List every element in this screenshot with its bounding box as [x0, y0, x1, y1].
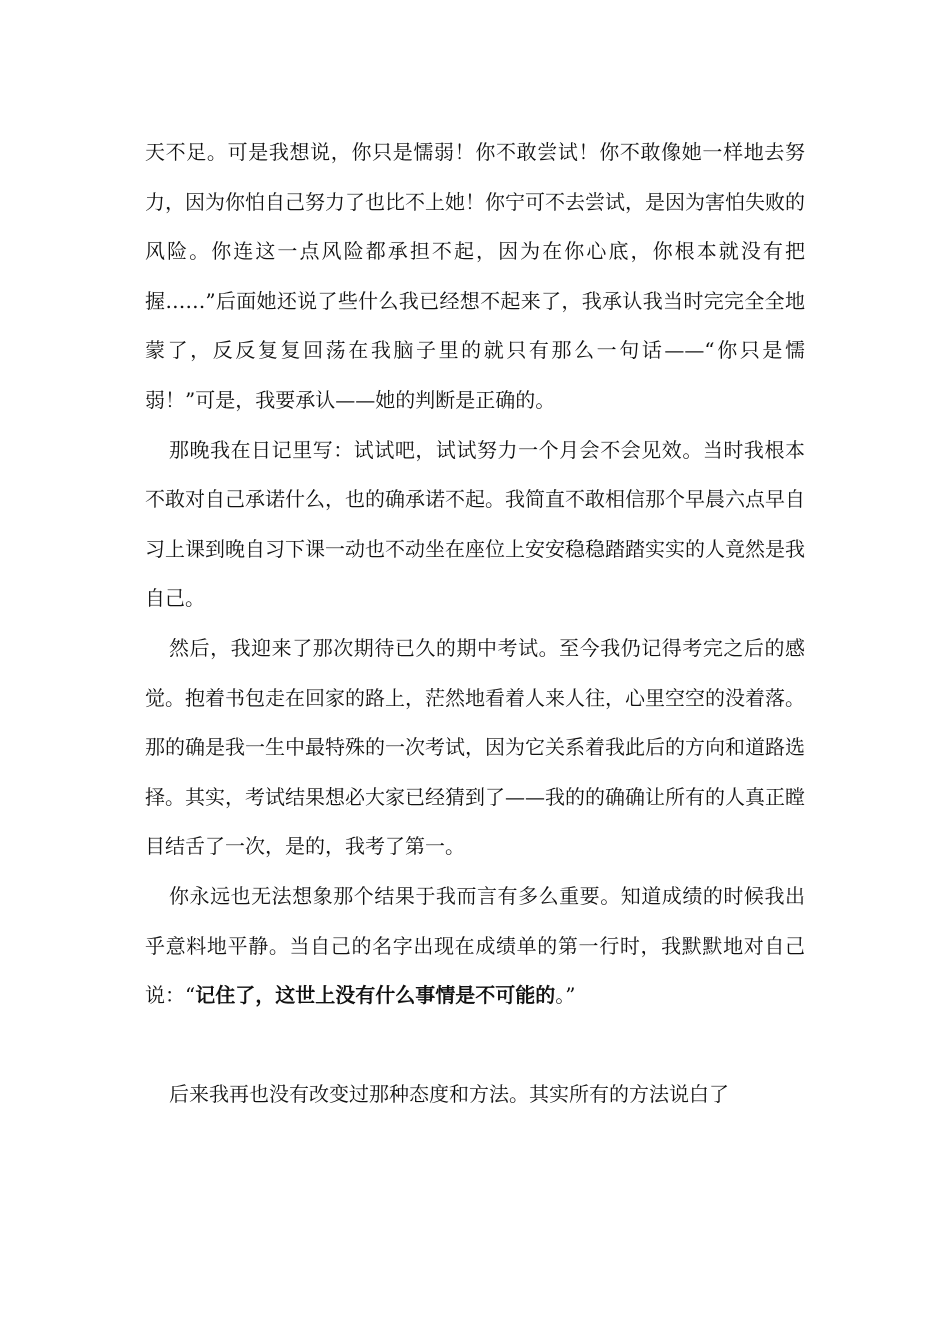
document-page	[145, 128, 805, 1120]
paragraph-5: 后来我再也没有改变过那种态度和方法。其实所有的方法说白了	[169, 1082, 729, 1107]
paragraph-4	[145, 872, 805, 1021]
paragraph-4-closing: 。”	[555, 983, 576, 1008]
paragraph-4-text: 你永远也无法想象那个结果于我而言有多么重要。知道成绩的时候我出乎意料地平静。当自己的名字出现在成绩单的第一行时，我默默地对自己说：“	[145, 883, 805, 1008]
paragraph-2: 那晚我在日记里写：试试吧，试试努力一个月会不会见效。当时我根本不敢对自己承诺什么，也的确承诺不起。我简直不敢相信那个早晨六点早自习上课到晚自习下课一动也不动坐在座位上安安稳稳踏踏实实的人竟然是我自己。	[145, 437, 805, 611]
paragraph-4-bold-quote: 记住了，这世上没有什么事情是不可能的	[195, 983, 556, 1008]
blank-line	[145, 1021, 805, 1071]
paragraph-3: 然后，我迎来了那次期待已久的期中考试。至今我仍记得考完之后的感觉。抱着书包走在回家的路上，茫然地看着人来人往，心里空空的没着落。那的确是我一生中最特殊的一次考试，因为它关系着我此后的方向和道路选择。其实，考试结果想必大家已经猜到了——我的的确确让所有的人真正瞠目结舌了一次，是的，我考了第一。	[145, 635, 805, 859]
paragraph-1: 天不足。可是我想说，你只是懦弱！你不敢尝试！你不敢像她一样地去努力，因为你怕自己努力了也比不上她！你宁可不去尝试，是因为害怕失败的风险。你连这一点风险都承担不起，因为在你心底，你根本就没有把握……”后面她还说了些什么我已经想不起来了，我承认我当时完完全全地蒙了，反反复复回荡在我脑子里的就只有那么一句话——“你只是懦弱！”可是，我要承认——她的判断是正确的。	[145, 140, 805, 412]
